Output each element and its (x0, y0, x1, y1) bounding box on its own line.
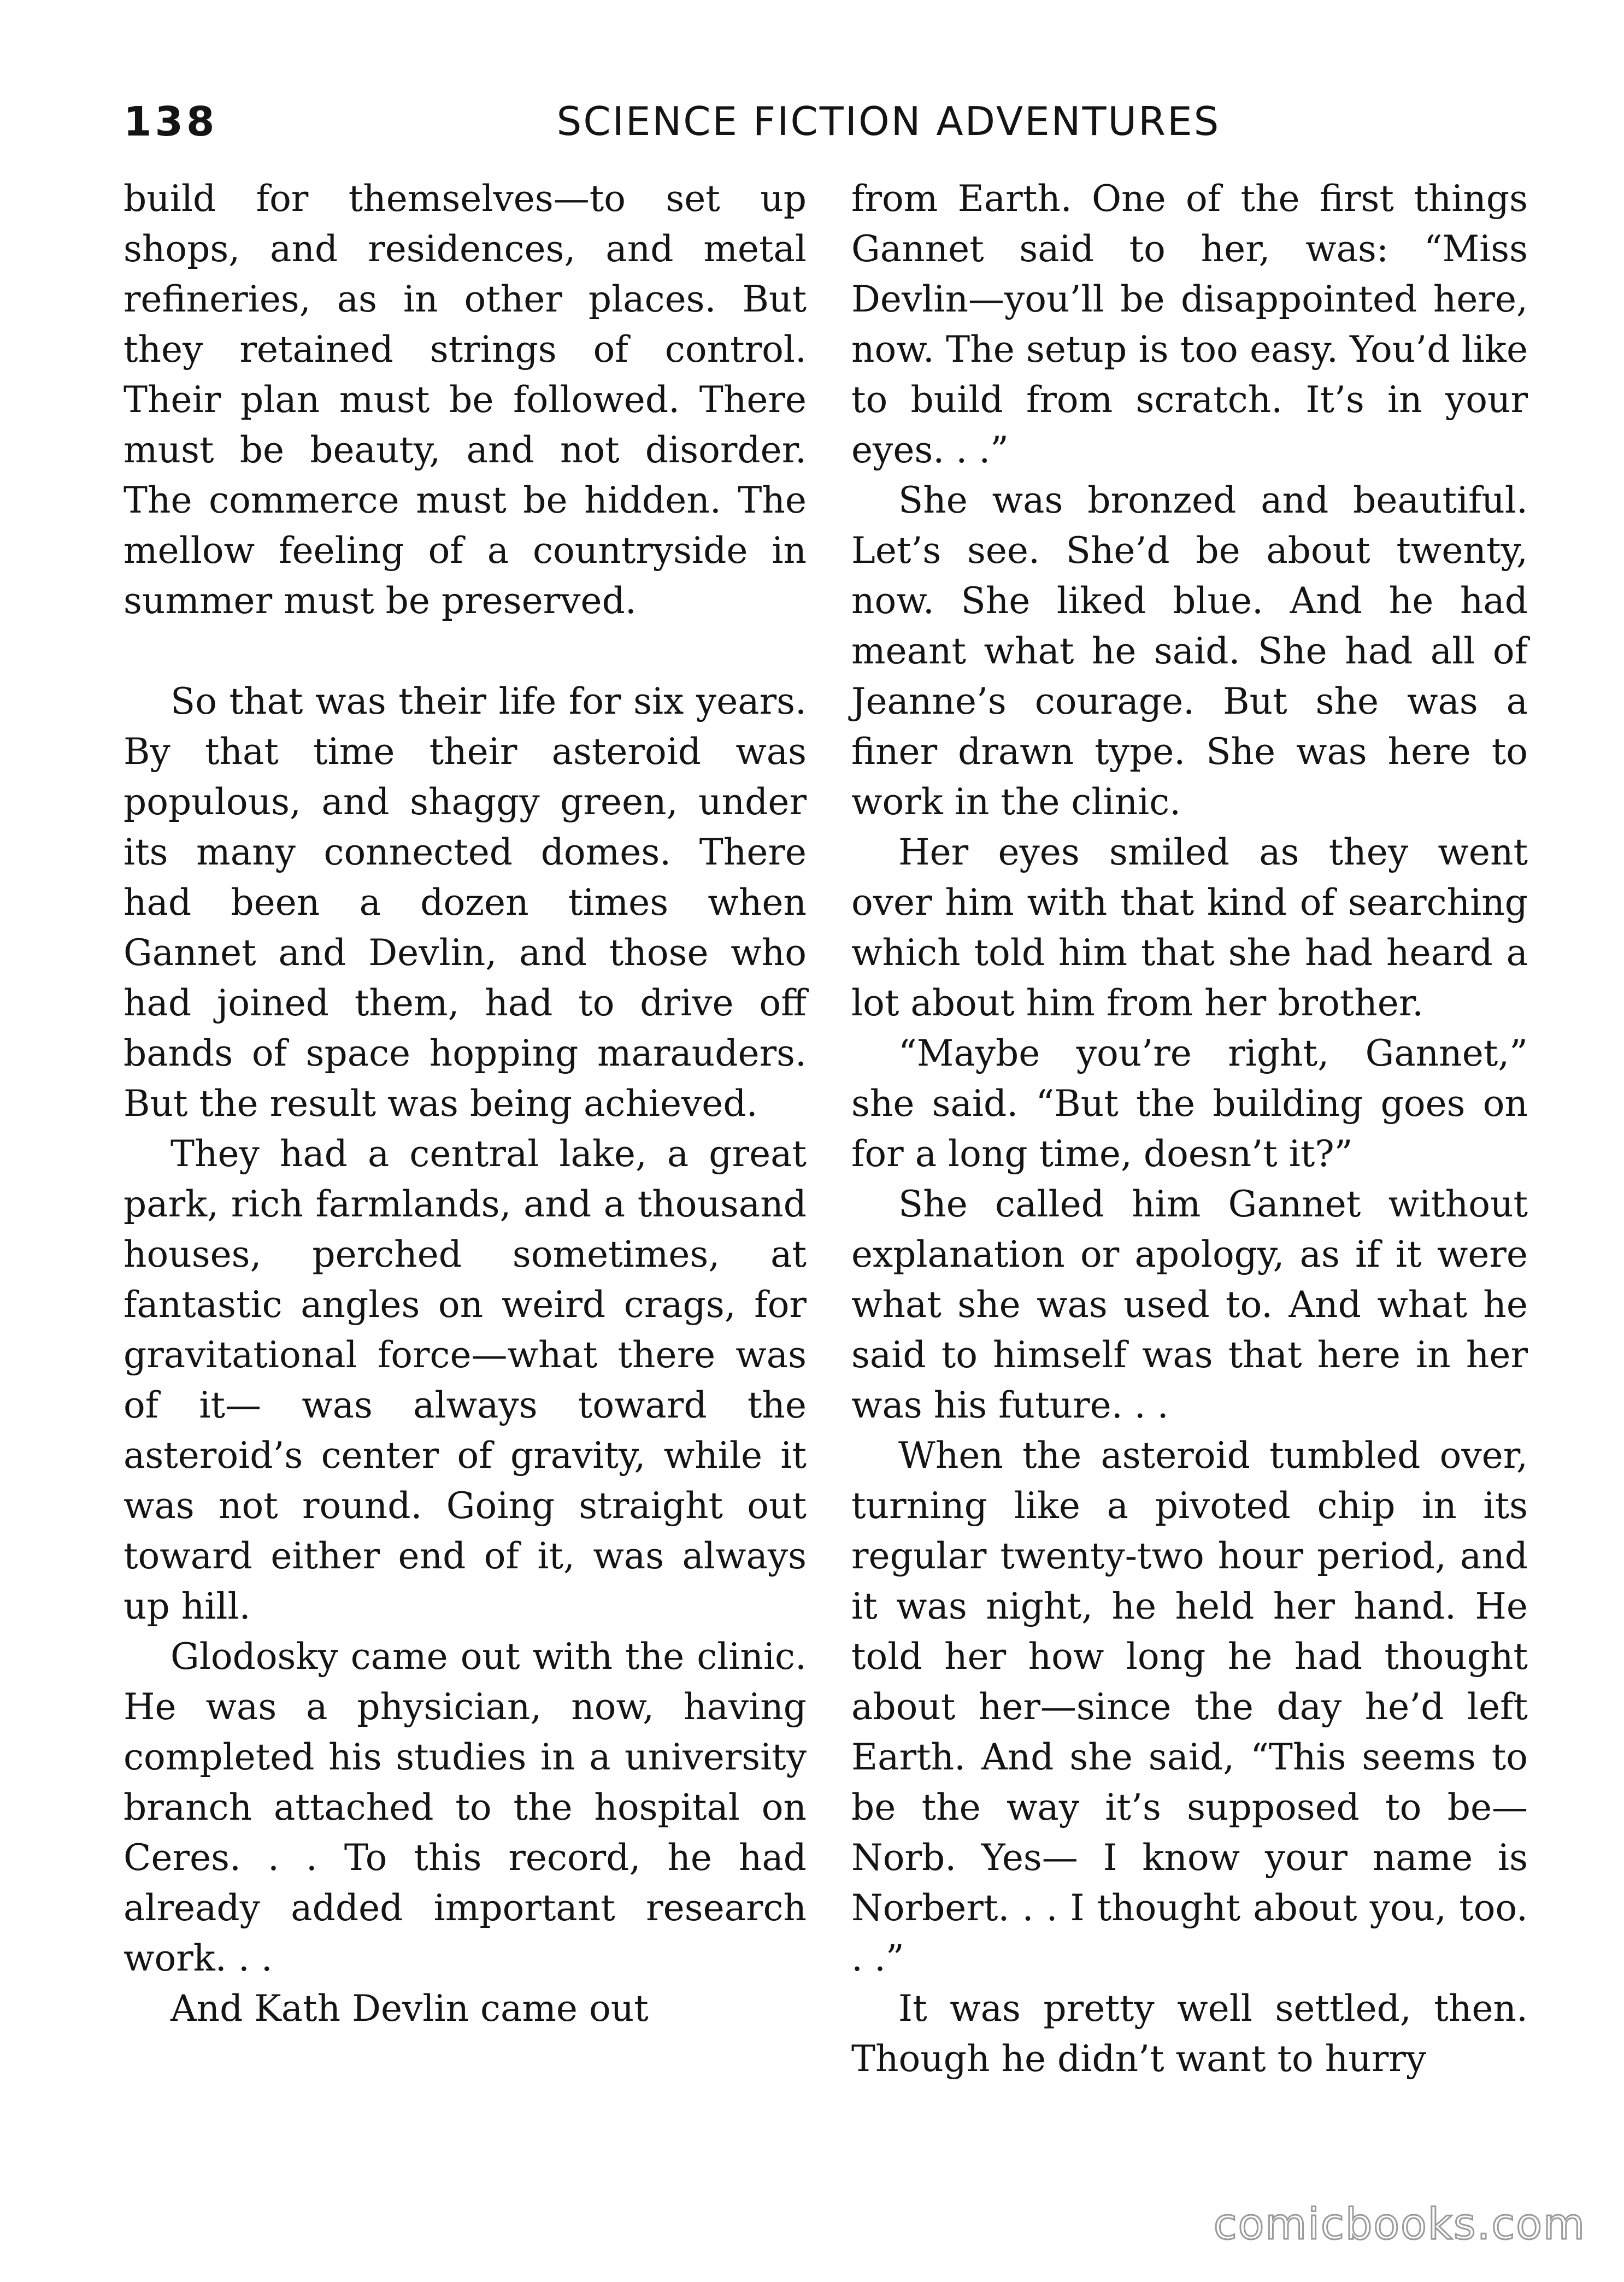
right-column (851, 174, 1528, 2084)
left-column (123, 174, 807, 2034)
paragraph: When the asteroid tumbled over, turning like a pivoted chip in its regular twenty-two hour period, and it was night, he held her hand. He told her how long he had thought about her—since the day he’d left Earth. And she said, “This seems to be the way it’s supposed to be—Norb. Yes— I know your name is Norbert. . . I thought about you, too. . .” (851, 1434, 1528, 1979)
paragraph: They had a central lake, a great park, rich farmlands, and a thousand houses, perched sometimes, at fantastic angles on weird crags, for gravitational force—what there was of it— was always toward the asteroid’s center of gravity, while it was not round. Going straight out toward either end of it, was always up hill. (123, 1133, 807, 1627)
running-title: SCIENCE FICTION ADVENTURES (556, 98, 1221, 144)
watermark: comicbooks.com (1213, 2200, 1586, 2249)
paragraph: She was bronzed and beautiful. Let’s see. She’d be about twenty, now. She liked blue. And he had meant what he said. She had all of Jeanne’s courage. But she was a finer drawn type. She was here to work in the clinic. (851, 479, 1528, 823)
paragraph: Her eyes smiled as they went over him with that kind of searching which told him that she had heard a lot about him from her brother. (851, 831, 1528, 1024)
page-number: 138 (123, 98, 218, 145)
paragraph: Glodosky came out with the clinic. He was a physician, now, having completed his studies in a university branch attached to the hospital on Ceres. . . To this record, he had already added important research work. . . (123, 1636, 807, 1979)
paragraph: “Maybe you’re right, Gannet,” she said. “But the building goes on for a long time, doesn’t it?” (851, 1032, 1528, 1175)
paragraph: It was pretty well settled, then. Though he didn’t want to hurry (851, 1987, 1528, 2080)
page-header (123, 82, 1522, 148)
paragraph: She called him Gannet without explanation or apology, as if it were what she was used to. And what he said to himself was that here in her was his future. . . (851, 1183, 1528, 1426)
paragraph: build for themselves—to set up shops, and residences, and metal refineries, as in other places. But they retained strings of control. Their plan must be followed. There must be beauty, and not disorder. The commerce must be hidden. The mellow feeling of a countryside in summer must be preserved. (123, 178, 807, 622)
paragraph: So that was their life for six years. By that time their asteroid was populous, and shaggy green, under its many connected domes. There had been a dozen times when Gannet and Devlin, and those who had joined them, had to drive off bands of space hopping marauders. But the result was being achieved. (123, 680, 807, 1125)
paragraph: And Kath Devlin came out (170, 1987, 649, 2030)
paragraph: from Earth. One of the first things Gannet said to her, was: “Miss Devlin—you’ll be disappointed here, now. The setup is too easy. You’d like to build from scratch. It’s in your eyes. . .” (851, 178, 1528, 471)
